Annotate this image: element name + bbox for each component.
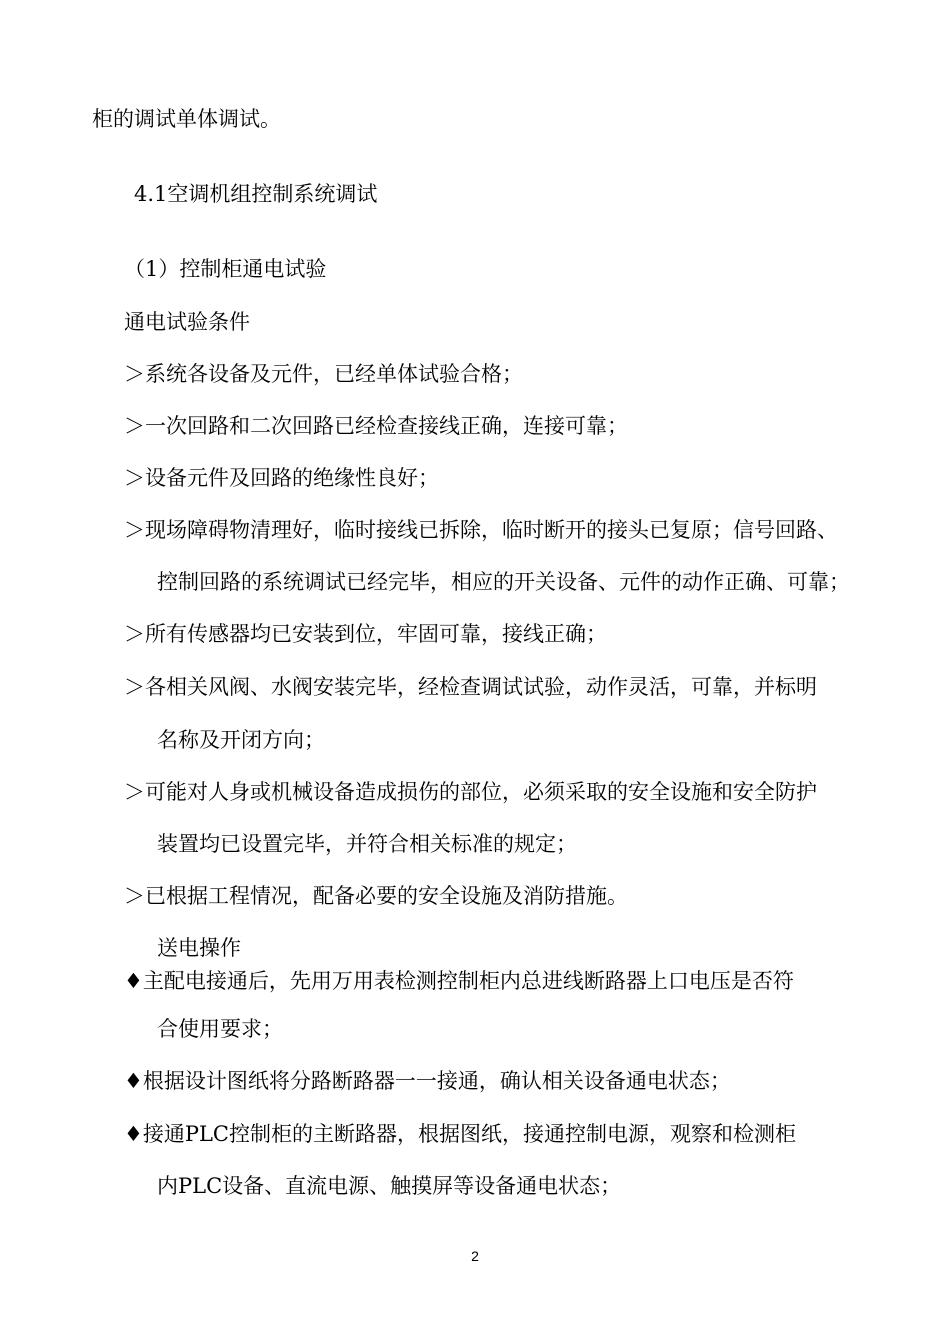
condition-item: ＞现场障碍物清理好，临时接线已拆除，临时断开的接头已复原；信号回路、 [124,518,838,542]
subsection-heading: （1）控制柜通电试验 [124,257,327,281]
operation-title: 送电操作 [157,936,241,960]
section-heading: 4.1空调机组控制系统调试 [134,182,378,206]
condition-item: ＞系统各设备及元件，已经单体试验合格； [124,362,523,386]
intro-line: 柜的调试单体调试。 [92,107,281,131]
condition-item: ＞一次回路和二次回路已经检查接线正确，连接可靠； [124,414,628,438]
condition-item: ＞所有传感器均已安装到位，牢固可靠，接线正确； [124,622,607,646]
condition-item-continuation: 控制回路的系统调试已经完毕，相应的开关设备、元件的动作正确、可靠； [157,570,850,594]
condition-item: ＞可能对人身或机械设备造成损伤的部位，必须采取的安全设施和安全防护 [124,780,817,804]
condition-item: ＞设备元件及回路的绝缘性良好； [124,466,439,490]
condition-item: ＞各相关风阀、水阀安装完毕，经检查调试试验，动作灵活，可靠，并标明 [124,675,817,699]
conditions-title: 通电试验条件 [124,310,250,334]
operation-item: ♦接通PLC控制柜的主断路器，根据图纸，接通控制电源，观察和检测柜 [124,1122,796,1146]
condition-item-continuation: 名称及开闭方向； [157,728,325,752]
operation-item: ♦主配电接通后，先用万用表检测控制柜内总进线断路器上口电压是否符 [124,969,794,993]
condition-item: ＞已根据工程情况，配备必要的安全设施及消防措施。 [124,884,628,908]
operation-item-continuation: 合使用要求； [157,1017,283,1041]
operation-item-continuation: 内PLC设备、直流电源、触摸屏等设备通电状态； [157,1174,622,1198]
condition-item-continuation: 装置均已设置完毕，并符合相关标准的规定； [157,832,577,856]
operation-item: ♦根据设计图纸将分路断路器一一接通，确认相关设备通电状态； [124,1069,731,1093]
page-number: 2 [471,1248,479,1264]
